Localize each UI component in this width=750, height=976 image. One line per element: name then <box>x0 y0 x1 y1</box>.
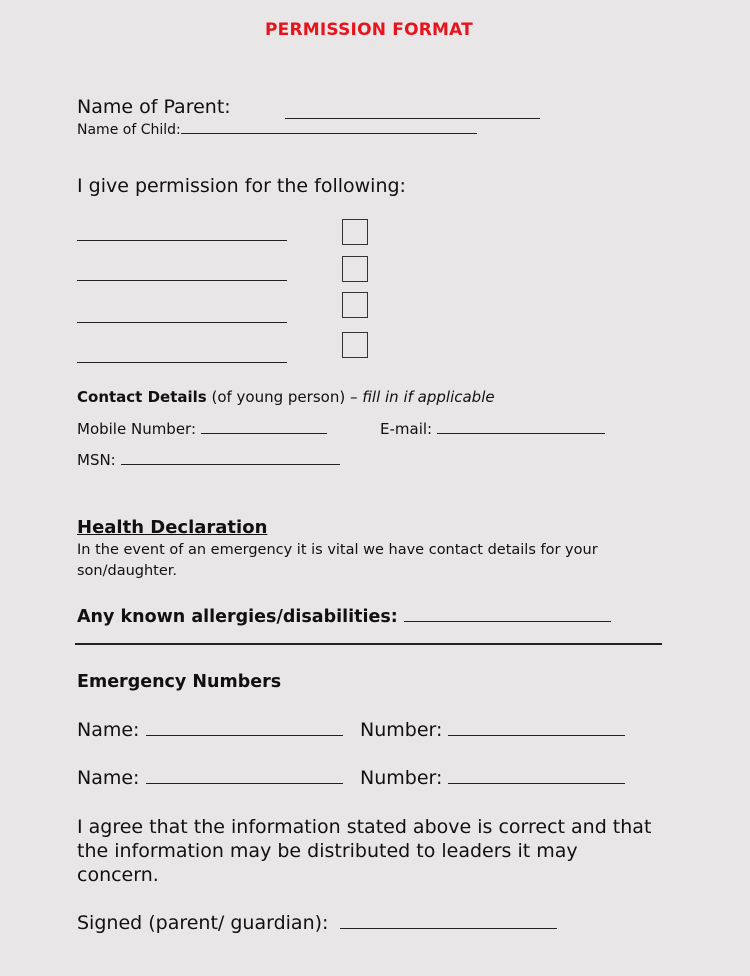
msn-label: MSN: <box>77 451 116 469</box>
emergency-number-field-2[interactable] <box>448 783 625 784</box>
allergies-row <box>77 607 611 627</box>
agreement-line1: I agree that the information stated above is correct and that <box>77 816 652 838</box>
contact-note: (of young person) – <box>206 388 363 406</box>
allergies-field[interactable] <box>404 621 611 622</box>
permission-item-1-field[interactable] <box>77 240 287 241</box>
email-label: E-mail: <box>380 420 433 438</box>
contact-note-italic: fill in if applicable <box>362 388 495 406</box>
allergies-label: Any known allergies/disabilities: <box>77 607 398 627</box>
parent-label: Name of Parent: <box>77 96 231 118</box>
signed-row <box>77 912 557 934</box>
emergency-name-label: Name: <box>77 767 140 789</box>
mobile-label: Mobile Number: <box>77 420 197 438</box>
page-title: PERMISSION FORMAT <box>265 20 473 40</box>
email-field[interactable] <box>437 433 605 434</box>
parent-name-field[interactable] <box>285 118 540 119</box>
emergency-number-row-2 <box>360 767 625 789</box>
contact-details-heading <box>77 388 495 406</box>
agreement-line3: concern. <box>77 864 159 886</box>
mobile-field[interactable] <box>201 433 327 434</box>
emergency-name-row-1 <box>77 719 343 741</box>
permission-item-3-field[interactable] <box>77 322 287 323</box>
emergency-name-row-2 <box>77 767 343 789</box>
health-text-line2: son/daughter. <box>77 563 178 579</box>
emergency-heading: Emergency Numbers <box>77 672 282 692</box>
emergency-number-label: Number: <box>360 767 443 789</box>
emergency-number-row-1 <box>360 719 625 741</box>
emergency-number-label: Number: <box>360 719 443 741</box>
child-label: Name of Child: <box>77 122 181 138</box>
msn-row <box>77 451 340 469</box>
msn-field[interactable] <box>121 464 340 465</box>
agreement-line2: the information may be distributed to leaders it may <box>77 840 578 862</box>
signed-label: Signed (parent/ guardian): <box>77 912 329 934</box>
permission-item-3-checkbox[interactable] <box>342 292 368 318</box>
child-name-row <box>77 122 477 138</box>
mobile-row <box>77 420 327 438</box>
signature-field[interactable] <box>340 928 557 929</box>
emergency-name-label: Name: <box>77 719 140 741</box>
child-name-field[interactable] <box>181 133 477 134</box>
permission-heading: I give permission for the following: <box>77 175 406 197</box>
contact-title: Contact Details <box>77 388 207 406</box>
permission-item-1-checkbox[interactable] <box>342 219 368 245</box>
emergency-number-field-1[interactable] <box>448 735 625 736</box>
permission-item-2-checkbox[interactable] <box>342 256 368 282</box>
email-row <box>380 420 605 438</box>
permission-item-4-checkbox[interactable] <box>342 332 368 358</box>
health-text-line1: In the event of an emergency it is vital we have contact details for your <box>77 542 598 558</box>
permission-item-2-field[interactable] <box>77 280 287 281</box>
emergency-name-field-1[interactable] <box>146 735 343 736</box>
emergency-name-field-2[interactable] <box>146 783 343 784</box>
permission-item-4-field[interactable] <box>77 362 287 363</box>
health-heading: Health Declaration <box>77 517 268 538</box>
allergies-extra-line[interactable] <box>75 643 662 645</box>
